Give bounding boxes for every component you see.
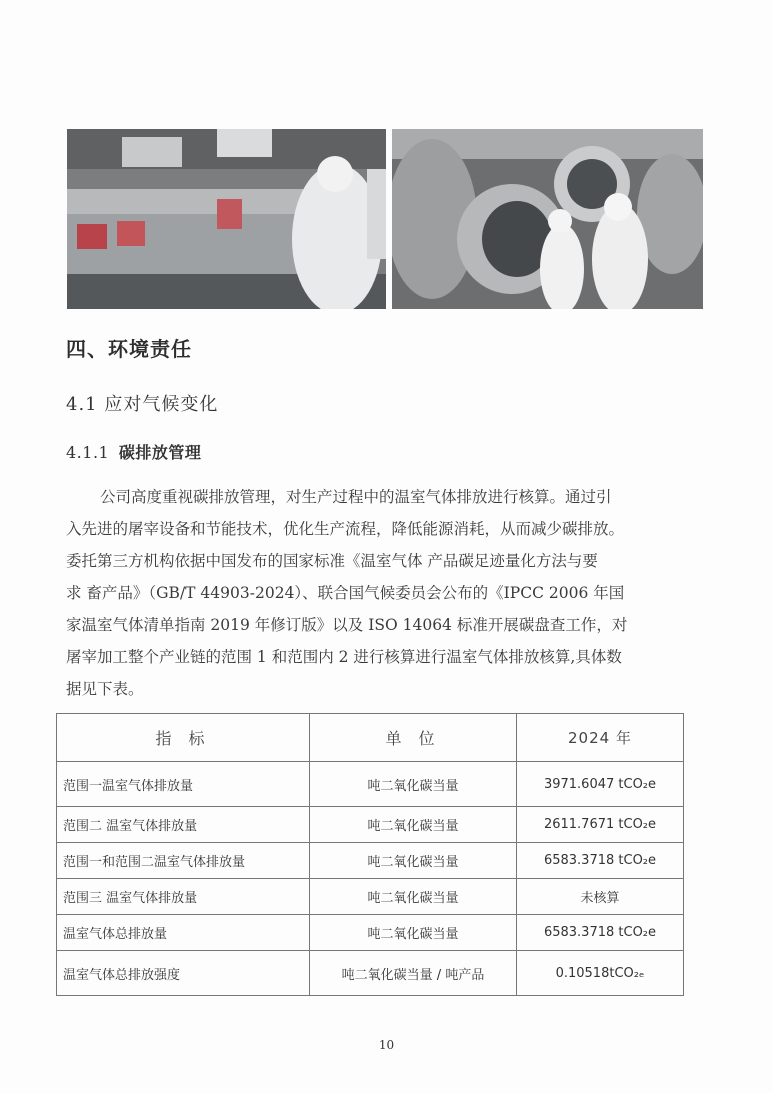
table-row: [57, 843, 684, 879]
cell-indicator: 范围三 温室气体排放量: [57, 879, 310, 915]
cell-indicator: 范围二 温室气体排放量: [57, 807, 310, 843]
cell-unit: 吨二氧化碳当量: [310, 843, 517, 879]
header-year: 2024 年: [517, 714, 684, 762]
table-row: [57, 915, 684, 951]
emissions-table: [56, 713, 684, 996]
subsubsection-heading: [66, 440, 201, 463]
cell-value: 3971.6047 tCO₂e: [517, 762, 684, 807]
subsubsection-number: 4.1.1: [66, 443, 110, 462]
cell-value: 2611.7671 tCO₂e: [517, 807, 684, 843]
paragraph-line: 入先进的屠宰设备和节能技术，优化生产流程，降低能源消耗，从而减少碳排放。: [66, 520, 625, 538]
cell-value: 未核算: [517, 879, 684, 915]
cell-unit: 吨二氧化碳当量: [310, 762, 517, 807]
paragraph-line: 求 畜产品》（GB/T 44903-2024）、联合国气候委员会公布的《IPCC 2006 年国: [66, 584, 625, 602]
photo-workers-tumbler-machines: [392, 129, 703, 309]
cell-unit: 吨二氧化碳当量: [310, 879, 517, 915]
cell-value: 0.10518tCO₂ₑ: [517, 951, 684, 996]
paragraph-line: 公司高度重视碳排放管理，对生产过程中的温室气体排放进行核算。通过引: [100, 488, 612, 506]
subsection-heading: 4.1 应对气候变化: [66, 394, 219, 415]
body-paragraph: [66, 481, 716, 705]
cell-unit: 吨二氧化碳当量: [310, 807, 517, 843]
header-indicator: 指 标: [57, 714, 310, 762]
cell-value: 6583.3718 tCO₂e: [517, 843, 684, 879]
table-header-row: [57, 714, 684, 762]
paragraph-line: 委托第三方机构依据中国发布的国家标准《温室气体 产品碳足迹量化方法与要: [66, 552, 598, 570]
cell-value: 6583.3718 tCO₂e: [517, 915, 684, 951]
table-row: [57, 807, 684, 843]
table-row: [57, 762, 684, 807]
photo-workers-processing-line: [67, 129, 386, 309]
table-row: [57, 879, 684, 915]
page-number: 10: [378, 1038, 395, 1052]
cell-unit: 吨二氧化碳当量: [310, 915, 517, 951]
paragraph-line: 据见下表。: [66, 680, 144, 698]
cell-indicator: 范围一和范围二温室气体排放量: [57, 843, 310, 879]
subsubsection-title: 碳排放管理: [118, 443, 202, 462]
paragraph-line: 屠宰加工整个产业链的范围 1 和范围内 2 进行核算进行温室气体排放核算,具体数: [66, 648, 622, 666]
section-heading: 四、环境责任: [66, 337, 192, 361]
cell-indicator: 范围一温室气体排放量: [57, 762, 310, 807]
paragraph-line: 家温室气体清单指南 2019 年修订版》以及 ISO 14064 标准开展碳盘查工作，对: [66, 616, 628, 634]
table-row: [57, 951, 684, 996]
cell-indicator: 温室气体总排放量: [57, 915, 310, 951]
header-unit: 单 位: [310, 714, 517, 762]
cell-indicator: 温室气体总排放强度: [57, 951, 310, 996]
cell-unit: 吨二氧化碳当量 / 吨产品: [310, 951, 517, 996]
